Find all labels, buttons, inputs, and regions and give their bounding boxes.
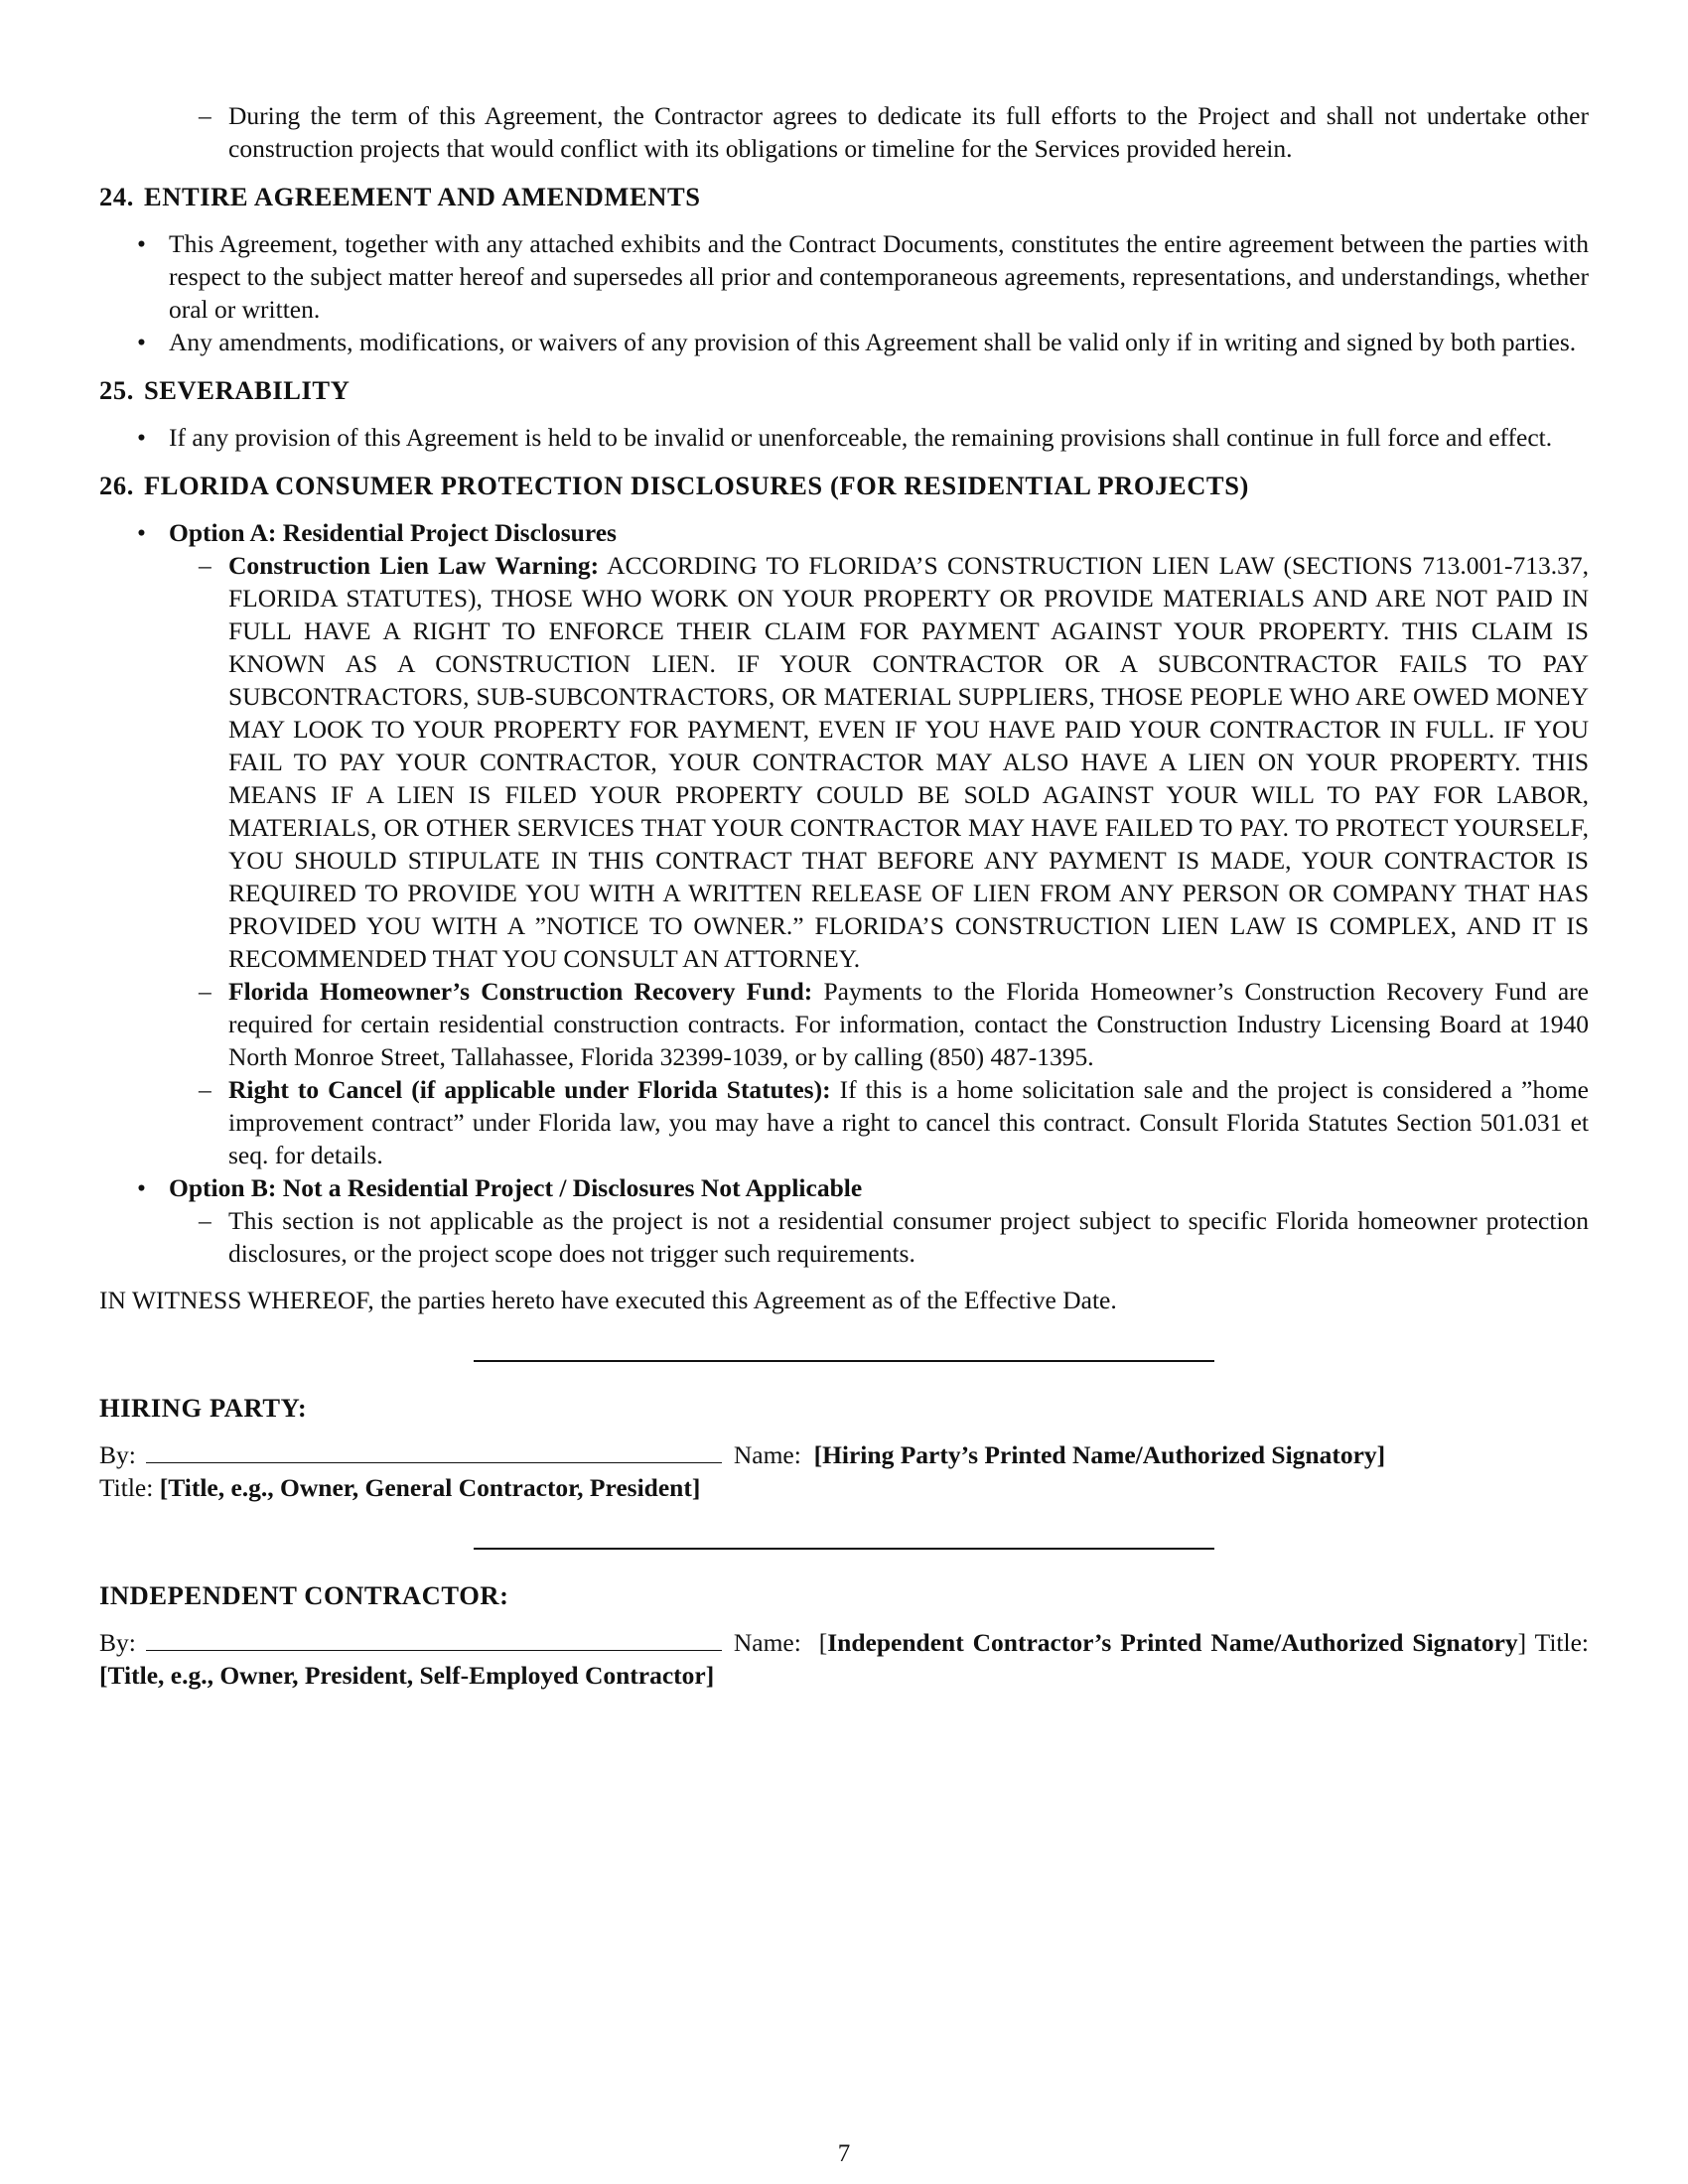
name-value: [Hiring Party’s Printed Name/Authorized Signatory] bbox=[813, 1440, 1386, 1469]
dash-marker: – bbox=[199, 551, 211, 580]
section-number: 26. bbox=[99, 471, 134, 500]
item-text: This section is not applicable as the project is not a residential consumer project subject to specific Florida homeowner protection disclosures, or the project scope does not trigger such requirements. bbox=[228, 1206, 1589, 1268]
hiring-party-heading: HIRING PARTY: bbox=[99, 1393, 308, 1423]
witness-clause: IN WITNESS WHEREOF, the parties hereto have executed this Agreement as of the Effective Date. bbox=[99, 1286, 1117, 1314]
contractor-heading: INDEPENDENT CONTRACTOR: bbox=[99, 1580, 509, 1610]
item-label: Construction Lien Law Warning: bbox=[228, 551, 600, 580]
title-label: Title: bbox=[99, 1473, 154, 1502]
bullet-marker: • bbox=[137, 229, 146, 258]
bracket: ] bbox=[1517, 1628, 1527, 1657]
section-number: 24. bbox=[99, 182, 134, 211]
option-b bbox=[99, 1171, 1589, 1204]
by-label: By: bbox=[99, 1440, 136, 1469]
section-heading-24 bbox=[99, 181, 1589, 213]
contractor-signature-block bbox=[99, 1626, 1589, 1692]
document-page bbox=[99, 99, 1589, 1692]
dash-marker: – bbox=[199, 1075, 211, 1104]
item-text: Any amendments, modifications, or waivers of any provision of this Agreement shall be valid only if in writing and signed by both parties. bbox=[169, 328, 1577, 356]
signature-line[interactable] bbox=[146, 1438, 722, 1463]
name-label: Name: bbox=[733, 1440, 801, 1469]
bullet-marker: • bbox=[137, 1173, 146, 1202]
list-item bbox=[99, 421, 1589, 454]
bullet-marker: • bbox=[137, 328, 146, 356]
item-text: ACCORDING TO FLORIDA’S CONSTRUCTION LIEN LAW (SECTIONS 713.001-713.37, FLORIDA STATUTES), THOSE WHO WORK ON YOUR PROPERTY OR PROVIDE MATERIALS AND ARE NOT PAID IN FULL HAVE A RIGHT TO ENFORCE THEIR CLAIM FOR PAYMENT AGAINST YOUR PROPERTY. THIS CLAIM IS KNOWN AS A CONSTRUCTION LIEN. IF YOUR CONTRACTOR OR A SUBCONTRACTOR FAILS TO PAY SUBCONTRACTORS, SUB-SUBCONTRACTORS, OR MATERIAL SUPPLIERS, THOSE PEOPLE WHO ARE OWED MONEY MAY LOOK TO YOUR PROPERTY FOR PAYMENT, EVEN IF YOU HAVE PAID YOUR CONTRACTOR IN FULL. IF YOU FAIL TO PAY YOUR CONTRACTOR, YOUR CONTRACTOR MAY ALSO HAVE A LIEN ON YOUR PROPERTY. THIS MEANS IF A LIEN IS FILED YOUR PROPERTY COULD BE SOLD AGAINST YOUR WILL TO PAY FOR LABOR, MATERIALS, OR OTHER SERVICES THAT YOUR CONTRACTOR MAY HAVE FAILED TO PAY. TO PROTECT YOURSELF, YOU SHOULD STIPULATE IN THIS CONTRACT THAT BEFORE ANY PAYMENT IS MADE, YOUR CONTRACTOR IS REQUIRED TO PROVIDE YOU WITH A WRITTEN RELEASE OF LIEN FROM ANY PERSON OR COMPANY THAT HAS PROVIDED YOU WITH A ”NOTICE TO OWNER.” FLORIDA’S CONSTRUCTION LIEN LAW IS COMPLEX, AND IT IS RECOMMENDED THAT YOU CONSULT AN ATTORNEY. bbox=[228, 551, 1590, 973]
hiring-party-signature-block bbox=[99, 1438, 1589, 1504]
option-label: Option B: Not a Residential Project / Disclosures Not Applicable bbox=[169, 1173, 863, 1202]
item-text: If this is a home solicitation sale and the project is considered a ”home improvement contract” under Florida law, you may have a right to cancel this contract. Consult Florida Statutes Section 501.031 et seq. for details. bbox=[228, 1075, 1589, 1169]
item-label: Right to Cancel (if applicable under Florida Statutes): bbox=[228, 1075, 831, 1104]
list-item bbox=[99, 326, 1589, 358]
name-label: Name: bbox=[733, 1628, 801, 1657]
page-number: 7 bbox=[837, 2140, 851, 2167]
list-item bbox=[99, 1204, 1589, 1270]
divider bbox=[474, 1548, 1214, 1550]
section-title: SEVERABILITY bbox=[143, 375, 351, 405]
dash-marker: – bbox=[199, 1206, 211, 1235]
option-label: Option A: Residential Project Disclosures bbox=[169, 518, 617, 547]
title-label: Title: bbox=[1534, 1628, 1590, 1657]
by-label: By: bbox=[99, 1628, 136, 1657]
item-label: Florida Homeowner’s Construction Recovery Fund: bbox=[228, 977, 813, 1006]
signature-line[interactable] bbox=[146, 1626, 722, 1651]
bracket: [ bbox=[818, 1628, 828, 1657]
bullet-marker: • bbox=[137, 518, 146, 547]
list-item bbox=[99, 227, 1589, 326]
section-heading-26 bbox=[99, 470, 1589, 502]
list-item bbox=[99, 99, 1589, 165]
item-text: Payments to the Florida Homeowner’s Construction Recovery Fund are required for certain residential construction contracts. For information, contact the Construction Industry Licensing Board at 1940 North Monroe Street, Tallahassee, Florida 32399-1039, or by calling (850) 487-1395. bbox=[228, 977, 1589, 1071]
option-a bbox=[99, 516, 1589, 549]
divider bbox=[474, 1360, 1214, 1362]
dash-marker: – bbox=[199, 101, 211, 130]
recovery-fund bbox=[99, 975, 1589, 1073]
item-text: This Agreement, together with any attached exhibits and the Contract Documents, constitutes the entire agreement between the parties with respect to the subject matter hereof and supersedes all prior and contemporaneous agreements, representations, and understandings, whether oral or written. bbox=[169, 229, 1589, 324]
title-value: [Title, e.g., Owner, President, Self-Employed Contractor] bbox=[99, 1661, 715, 1690]
section-title: ENTIRE AGREEMENT AND AMENDMENTS bbox=[143, 182, 701, 211]
lien-warning bbox=[99, 549, 1589, 975]
section-heading-25 bbox=[99, 374, 1589, 407]
section-title: FLORIDA CONSUMER PROTECTION DISCLOSURES (FOR RESIDENTIAL PROJECTS) bbox=[143, 471, 1249, 500]
title-value: [Title, e.g., Owner, General Contractor, President] bbox=[159, 1473, 701, 1502]
item-text: During the term of this Agreement, the Contractor agrees to dedicate its full efforts to the Project and shall not undertake other construction projects that would conflict with its obligations or timeline for the Services provided herein. bbox=[228, 101, 1589, 163]
name-value: Independent Contractor’s Printed Name/Authorized Signatory bbox=[827, 1628, 1518, 1657]
dash-marker: – bbox=[199, 977, 211, 1006]
bullet-marker: • bbox=[137, 423, 146, 452]
section-number: 25. bbox=[99, 375, 134, 405]
item-text: If any provision of this Agreement is held to be invalid or unenforceable, the remaining provisions shall continue in full force and effect. bbox=[169, 423, 1553, 452]
right-to-cancel bbox=[99, 1073, 1589, 1171]
